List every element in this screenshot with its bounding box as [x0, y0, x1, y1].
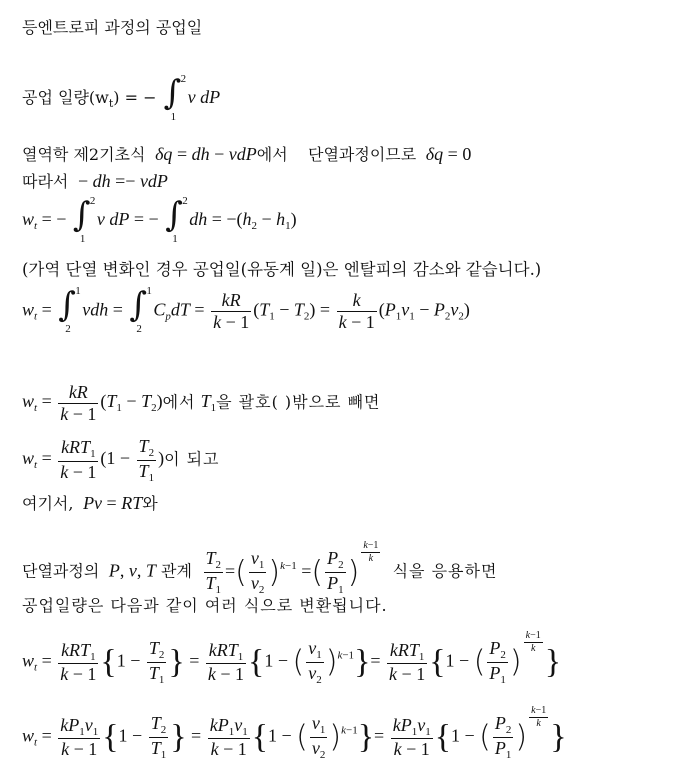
formula-work-integral: $w_t$ = ∫ 1 2 vdh = ∫ 1 2 $C_pdT$ = $\frac{kR}{k - 1}$ $(T_1 - T_2)$ = $\frac{k}{k - 1}$ $(P_1v_1 - P_2v_2)$	[22, 285, 470, 336]
therefore-label: 따라서	[22, 172, 69, 191]
factor-out-line	[22, 382, 381, 424]
therefore-line	[22, 172, 168, 190]
formula-t1: $T_1$	[200, 391, 217, 415]
factored-tail: 이 되고	[164, 449, 220, 469]
formula-pv-rt: Pv = RT	[83, 493, 143, 513]
formula-work-enthalpy: $w_t$ = − ∫ 2 1 v dP = − ∫ 2 1 dh = $-(h_2 - h_1)$	[22, 195, 297, 245]
relation-word: 관계	[160, 561, 192, 581]
formula-integral-vdp: ∫ 2 1 v dP	[163, 73, 221, 123]
page-title: 등엔트로피 과정의 공업일	[22, 18, 203, 37]
adiabatic-relation-line	[22, 540, 497, 597]
relation-label: 단열과정의	[22, 561, 100, 581]
formula-pvt: P, v, T	[108, 560, 156, 581]
technical-work-definition	[22, 73, 221, 123]
factor-mid: 에서	[162, 392, 196, 412]
formula-work-forms-kr: $w_t$ = $\frac{kRT_1}{k - 1}$ {1 − $\frac{T_2}{T_1}$ } = $\frac{kRT_1}{k - 1}$ {1 − ( $\frac{v_1}{v_2}$ )$^{k-1}$}= $\frac{kRT_1}{k - 1}$ {1 − ( $\frac{P_2}{P_1}$ ) $\frac{k-1}{k}$ }	[22, 630, 562, 686]
factored-line	[22, 436, 220, 484]
second-law-label: 열역학 제2기초식	[22, 145, 146, 164]
formula-adiabatic-relation: $\frac{T_2}{T_1}$ =( $\frac{v_1}{v_2}$ )$^{k-1}$ =( $\frac{P_2}{P_1}$ ) $\frac{k-1}{k}$	[205, 540, 379, 596]
ideal-gas-tail: 와	[142, 494, 158, 513]
formula-factored: $w_t$ = $\frac{kRT_1}{k - 1}$ (1 − $\frac{T_2}{T_1}$ )	[22, 436, 165, 484]
ideal-gas-line	[22, 494, 158, 512]
definition-subscript: t	[108, 97, 114, 111]
adiabatic-label: 단열과정이므로	[308, 145, 417, 164]
formula-dq-zero: δq = 0	[425, 144, 472, 164]
formula-dh: − dh =− vdP	[73, 171, 168, 191]
ideal-gas-label: 여기서,	[22, 494, 74, 513]
relation-tail: 식을 응용하면	[392, 561, 498, 581]
definition-label: 공업 일량(w	[22, 88, 109, 108]
definition-equals: ) = −	[113, 88, 157, 108]
second-law-mid: 에서	[256, 145, 288, 164]
second-law-line	[22, 145, 471, 163]
formula-work-forms-pv: $w_t$ = $\frac{kP_1v_1}{k - 1}$ {1 − $\frac{T_2}{T_1}$ } = $\frac{kP_1v_1}{k - 1}$ {1 − ( $\frac{v_1}{v_2}$ )$^{k-1}$}= $\frac{kP_1v_1}{k - 1}$ {1 − ( $\frac{P_2}{P_1}$ ) $\frac{k-1}{k}$ }	[22, 705, 567, 761]
formula-kr-t: $w_t$ = $\frac{kR}{k - 1}$ $(T_1 - T_2)$	[22, 382, 163, 424]
formula-dq: δq = dh − vdP	[155, 144, 257, 164]
factor-tail: 을 괄호( )밖으로 빼면	[216, 392, 381, 412]
conversion-line: 공업일량은 다음과 같이 여러 식으로 변환됩니다.	[22, 596, 388, 615]
reversible-note: (가역 단열 변화인 경우 공업일(유동계 일)은 엔탈피의 감소와 같습니다.)	[22, 260, 542, 279]
